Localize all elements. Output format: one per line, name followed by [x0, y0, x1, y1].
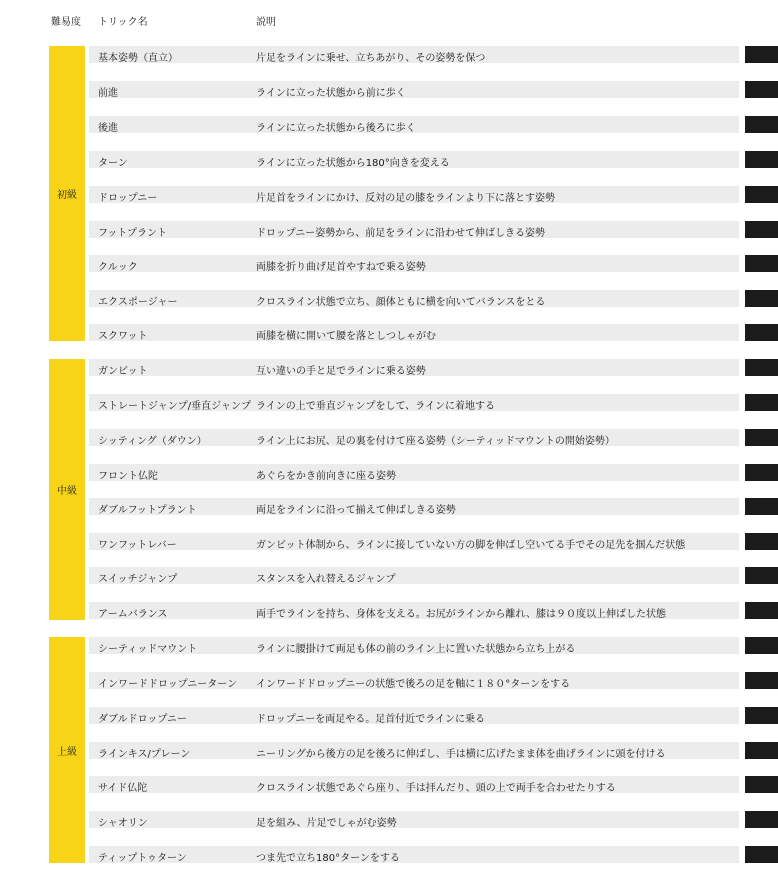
- trick-description: クロスライン状態であぐら座り、手は拝んだり、頭の上で両手を合わせたりする: [256, 783, 616, 794]
- row-marker: [745, 221, 778, 238]
- trick-description: あぐらをかき前向きに座る姿勢: [256, 471, 396, 482]
- table-row: [89, 290, 778, 325]
- table-row: [89, 429, 778, 464]
- trick-name: ワンフットレバー: [98, 540, 177, 551]
- trick-description: 両膝を折り曲げ足首やすねで乗る姿勢: [256, 262, 426, 273]
- table-row: [89, 707, 778, 742]
- trick-name: クルック: [98, 262, 138, 273]
- table-row: [89, 464, 778, 499]
- header-trick: トリック名: [98, 17, 148, 28]
- trick-description: 両手でラインを持ち、身体を支える。お尻がラインから離れ、膝は９０度以上伸ばした状態: [256, 609, 666, 620]
- trick-description: 互い違いの手と足でラインに乗る姿勢: [256, 366, 426, 377]
- table-row: [89, 255, 778, 290]
- row-marker: [745, 742, 778, 759]
- row-marker: [745, 533, 778, 550]
- table-row: [89, 742, 778, 777]
- row-background: [89, 464, 739, 481]
- trick-description: 両膝を横に開いて腰を落としつしゃがむ: [256, 331, 436, 342]
- row-marker: [745, 324, 778, 341]
- row-marker: [745, 116, 778, 133]
- row-marker: [745, 394, 778, 411]
- trick-name: フットプラント: [98, 228, 167, 239]
- trick-name: シーティッドマウント: [98, 644, 198, 655]
- table-row: [89, 637, 778, 672]
- table-row: [89, 116, 778, 151]
- row-marker: [745, 567, 778, 584]
- row-marker: [745, 846, 778, 863]
- table-row: [89, 533, 778, 568]
- trick-description: 片足首をラインにかけ、反対の足の膝をラインより下に落とす姿勢: [256, 193, 555, 204]
- row-marker: [745, 498, 778, 515]
- trick-name: 前進: [98, 88, 118, 99]
- table-row: [89, 221, 778, 256]
- trick-description: インワードドロップニーの状態で後ろの足を軸に１８０°ターンをする: [256, 679, 571, 690]
- trick-name: 基本姿勢（直立）: [98, 53, 178, 64]
- difficulty-label: 中級: [57, 486, 77, 497]
- table-row: [89, 672, 778, 707]
- row-marker: [745, 429, 778, 446]
- table-row: [89, 567, 778, 602]
- trick-name: ドロップニー: [98, 193, 158, 204]
- header-level: 難易度: [51, 17, 81, 28]
- trick-name: 後進: [98, 123, 118, 134]
- trick-description: ラインに腰掛けて両足も体の前のライン上に置いた状態から立ち上がる: [256, 644, 576, 655]
- table-row: [89, 151, 778, 186]
- row-marker: [745, 359, 778, 376]
- row-background: [89, 567, 739, 584]
- row-background: [89, 81, 739, 98]
- trick-name: ガンビット: [98, 366, 148, 377]
- table-row: [89, 498, 778, 533]
- trick-name: スイッチジャンプ: [98, 574, 178, 585]
- table-row: [89, 394, 778, 429]
- table-row: [89, 81, 778, 116]
- table-row: [89, 359, 778, 394]
- trick-name: インワードドロップニーターン: [98, 679, 238, 690]
- trick-description: ラインに立った状態から前に歩く: [256, 88, 406, 99]
- row-marker: [745, 811, 778, 828]
- table-row: [89, 46, 778, 81]
- trick-name: シッティング（ダウン）: [98, 436, 207, 447]
- trick-name: シャオリン: [98, 818, 148, 829]
- trick-description: ラインに立った状態から180°向きを変える: [256, 158, 450, 169]
- trick-name: ティップトゥターン: [98, 853, 187, 864]
- trick-name: サイド仏陀: [98, 783, 148, 794]
- row-marker: [745, 255, 778, 272]
- row-marker: [745, 464, 778, 481]
- trick-description: 足を組み、片足でしゃがむ姿勢: [256, 818, 397, 829]
- row-marker: [745, 186, 778, 203]
- trick-description: ニーリングから後方の足を後ろに伸ばし、手は横に広げたまま体を曲げラインに頭を付ける: [256, 749, 666, 760]
- trick-name: エクスポージャー: [98, 297, 178, 308]
- row-marker: [745, 81, 778, 98]
- trick-description: クロスライン状態で立ち、顔体ともに横を向いてバランスをとる: [256, 297, 546, 308]
- trick-name: ダブルドロップニー: [98, 714, 187, 725]
- trick-description: ドロップニーを両足やる。足首付近でラインに乗る: [256, 714, 485, 725]
- trick-name: ラインキス/プレーン: [98, 749, 191, 760]
- trick-description: つま先で立ち180°ターンをする: [256, 853, 400, 864]
- trick-name: アームバランス: [98, 609, 168, 620]
- trick-name: ダブルフットプラント: [98, 505, 197, 516]
- row-marker: [745, 776, 778, 793]
- table-row: [89, 602, 778, 637]
- row-marker: [745, 672, 778, 689]
- trick-description: ラインに立った状態から後ろに歩く: [256, 123, 416, 134]
- trick-name: ターン: [98, 158, 128, 169]
- table-row: [89, 776, 778, 811]
- trick-description: ガンビット体制から、ラインに接していない方の脚を伸ばし空いてる手でその足先を掴んだ状態: [256, 540, 686, 551]
- trick-description: ドロップニー姿勢から、前足をラインに沿わせて伸ばしきる姿勢: [256, 228, 545, 239]
- table-row: [89, 186, 778, 221]
- trick-description: ライン上にお尻、足の裏を付けて座る姿勢（シーティッドマウントの開始姿勢）: [256, 436, 615, 447]
- trick-description: ラインの上で垂直ジャンプをして、ラインに着地する: [256, 401, 495, 412]
- row-marker: [745, 151, 778, 168]
- difficulty-label: 初級: [57, 190, 77, 201]
- row-marker: [745, 46, 778, 63]
- difficulty-label: 上級: [57, 747, 77, 758]
- row-background: [89, 811, 739, 828]
- table-row: [89, 324, 778, 359]
- row-marker: [745, 637, 778, 654]
- row-marker: [745, 290, 778, 307]
- row-marker: [745, 707, 778, 724]
- trick-name: ストレートジャンプ/垂直ジャンプ: [98, 401, 251, 412]
- row-marker: [745, 602, 778, 619]
- trick-description: スタンスを入れ替えるジャンプ: [256, 574, 396, 585]
- trick-name: フロント仏陀: [98, 471, 158, 482]
- header-description: 説明: [256, 17, 276, 28]
- trick-description: 片足をラインに乗せ、立ちあがり、その姿勢を保つ: [256, 53, 486, 64]
- trick-description: 両足をラインに沿って揃えて伸ばしきる姿勢: [256, 505, 456, 516]
- table-row: [89, 846, 778, 881]
- trick-name: スクワット: [98, 331, 148, 342]
- table-row: [89, 811, 778, 846]
